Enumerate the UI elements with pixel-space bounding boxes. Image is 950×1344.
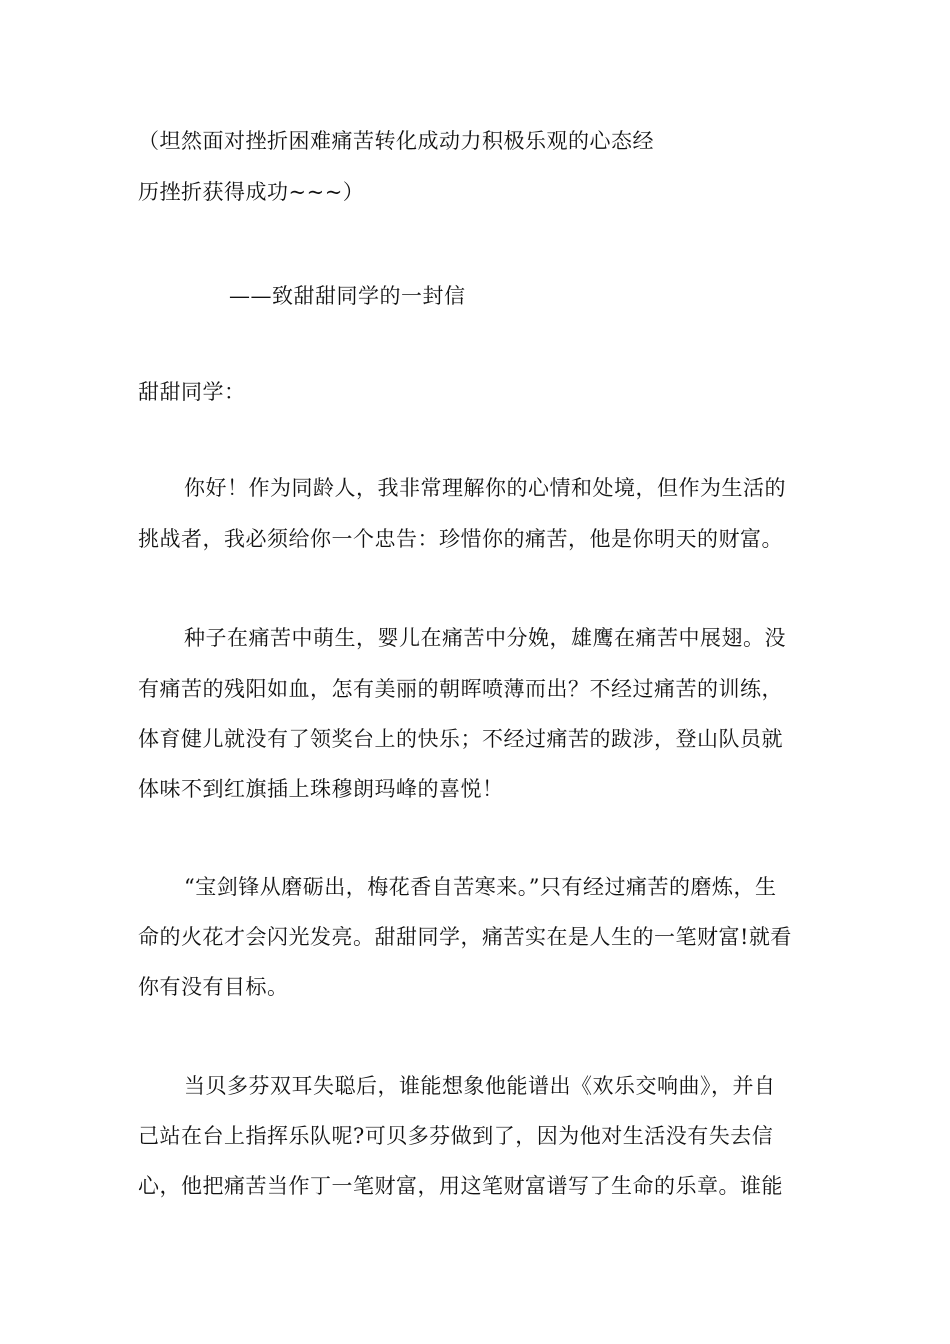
letter-heading: ——致甜甜同学的一封信: [229, 284, 466, 308]
paragraph-2-line-3: 体育健儿就没有了领奖台上的快乐；不经过痛苦的跋涉，登山队员就: [138, 727, 783, 751]
paragraph-2-line-2: 有痛苦的残阳如血，怎有美丽的朝晖喷薄而出？不经过痛苦的训练，: [138, 677, 783, 701]
paragraph-4-line-2: 己站在台上指挥乐队呢?可贝多芬做到了，因为他对生活没有失去信: [138, 1124, 774, 1148]
paragraph-2-line-1: 种子在痛苦中萌生，婴儿在痛苦中分娩，雄鹰在痛苦中展翅。没: [184, 626, 786, 650]
salutation: 甜甜同学：: [138, 380, 246, 404]
paragraph-2-line-4: 体味不到红旗插上珠穆朗玛峰的喜悦！: [138, 777, 504, 801]
subtitle-note-line-2: 历挫折获得成功~~~）: [138, 180, 365, 204]
paragraph-3-line-3: 你有没有目标。: [138, 975, 289, 999]
paragraph-4-line-1: 当贝多芬双耳失聪后，谁能想象他能谱出《欢乐交响曲》，并自: [184, 1074, 776, 1098]
paragraph-1-line-2: 挑战者，我必须给你一个忠告：珍惜你的痛苦，他是你明天的财富。: [138, 527, 783, 551]
subtitle-note-line-1: （坦然面对挫折困难痛苦转化成动力积极乐观的心态经: [138, 129, 654, 153]
paragraph-1-line-1: 你好！作为同龄人，我非常理解你的心情和处境，但作为生活的: [184, 476, 786, 500]
paragraph-3-line-1: “宝剑锋从磨砺出，梅花香自苦寒来。”只有经过痛苦的磨炼，生: [184, 875, 777, 899]
paragraph-4-line-3: 心，他把痛苦当作丁一笔财富，用这笔财富谱写了生命的乐章。谁能: [138, 1174, 783, 1198]
paragraph-3-line-2: 命的火花才会闪光发亮。甜甜同学，痛苦实在是人生的一笔财富!就看: [138, 925, 792, 949]
